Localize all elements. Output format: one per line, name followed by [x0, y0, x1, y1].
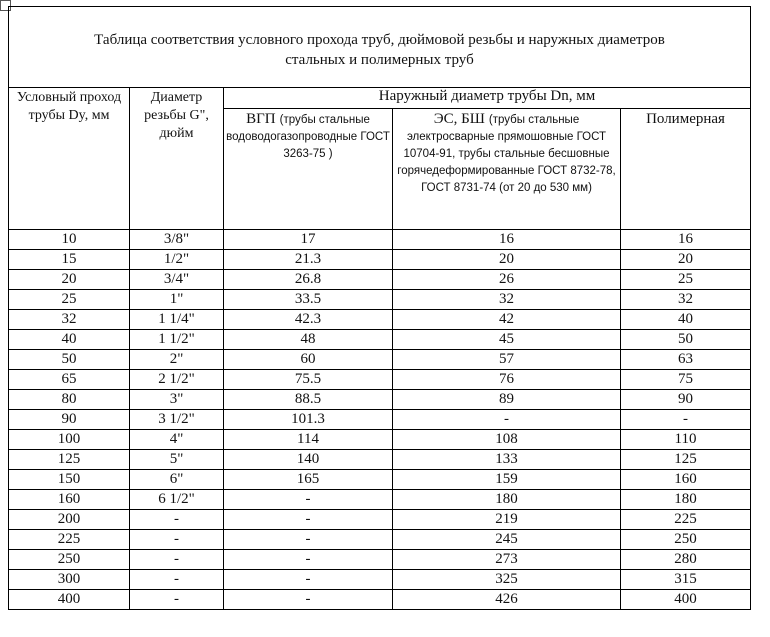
- table-row: [9, 230, 751, 250]
- cell-vgp: -: [224, 590, 393, 610]
- cell-vgp: 17: [224, 230, 393, 250]
- table-row: [9, 490, 751, 510]
- cell-vgp: -: [224, 490, 393, 510]
- cell-thread: 2 1/2": [130, 370, 224, 390]
- cell-nominal-bore: 125: [9, 450, 130, 470]
- cell-nominal-bore: 50: [9, 350, 130, 370]
- cell-nominal-bore: 25: [9, 290, 130, 310]
- cell-polymer: 25: [621, 270, 751, 290]
- table-title-line-2: стальных и полимерных труб: [285, 52, 474, 68]
- table-row: [9, 390, 751, 410]
- cell-thread: -: [130, 510, 224, 530]
- cell-thread: 1/2": [130, 250, 224, 270]
- cell-vgp: 60: [224, 350, 393, 370]
- cell-polymer: 75: [621, 370, 751, 390]
- cell-vgp: 21.3: [224, 250, 393, 270]
- cell-vgp: 26.8: [224, 270, 393, 290]
- cell-thread: 3/8": [130, 230, 224, 250]
- cell-es-bsh: 426: [393, 590, 621, 610]
- cell-polymer: -: [621, 410, 751, 430]
- cell-thread: 6": [130, 470, 224, 490]
- cell-polymer: 180: [621, 490, 751, 510]
- cell-polymer: 225: [621, 510, 751, 530]
- cell-vgp: -: [224, 510, 393, 530]
- cell-es-bsh: 20: [393, 250, 621, 270]
- cell-thread: -: [130, 590, 224, 610]
- cell-thread: 5": [130, 450, 224, 470]
- header-es-bsh: [393, 109, 621, 230]
- cell-vgp: 33.5: [224, 290, 393, 310]
- table-row: [9, 330, 751, 350]
- cell-es-bsh: 76: [393, 370, 621, 390]
- table-title-line-1: Таблица соответствия условного прохода труб, дюймовой резьбы и наружных диаметров: [94, 32, 665, 48]
- cell-nominal-bore: 250: [9, 550, 130, 570]
- table-row: [9, 510, 751, 530]
- cell-vgp: 42.3: [224, 310, 393, 330]
- header-es-note: (трубы стальные электросварные прямошовные ГОСТ 10704-91, трубы стальные бесшовные горячедеформированные ГОСТ 8732-78, ГОСТ 8731-74 (от 20 до 530 мм): [397, 114, 616, 194]
- table-row: [9, 290, 751, 310]
- cell-thread: 3": [130, 390, 224, 410]
- cell-es-bsh: 133: [393, 450, 621, 470]
- pipe-diameter-table: [8, 87, 751, 610]
- cell-polymer: 160: [621, 470, 751, 490]
- table-row: [9, 470, 751, 490]
- cell-nominal-bore: 100: [9, 430, 130, 450]
- cell-polymer: 400: [621, 590, 751, 610]
- header-polymer-title: Полимерная: [646, 111, 725, 127]
- table-row: [9, 370, 751, 390]
- cell-es-bsh: 89: [393, 390, 621, 410]
- cell-polymer: 63: [621, 350, 751, 370]
- header-vgp-note: (трубы стальные водоводогазопроводные ГОСТ 3263-75 ): [226, 114, 390, 160]
- table-row: [9, 550, 751, 570]
- cell-es-bsh: 42: [393, 310, 621, 330]
- cell-es-bsh: 219: [393, 510, 621, 530]
- cell-es-bsh: 245: [393, 530, 621, 550]
- cell-vgp: 88.5: [224, 390, 393, 410]
- cell-vgp: 101.3: [224, 410, 393, 430]
- table-row: [9, 570, 751, 590]
- header-vgp-title: ВГП: [246, 111, 276, 127]
- cell-es-bsh: 325: [393, 570, 621, 590]
- cell-es-bsh: -: [393, 410, 621, 430]
- cell-thread: -: [130, 530, 224, 550]
- cell-nominal-bore: 32: [9, 310, 130, 330]
- cell-vgp: 140: [224, 450, 393, 470]
- cell-thread: 1 1/4": [130, 310, 224, 330]
- cell-thread: 2": [130, 350, 224, 370]
- cell-thread: 4": [130, 430, 224, 450]
- cell-thread: 6 1/2": [130, 490, 224, 510]
- header-thread-diameter: Диаметр резьбы G", дюйм: [130, 88, 224, 230]
- header-vgp: [224, 109, 393, 230]
- cell-vgp: 165: [224, 470, 393, 490]
- table-row: [9, 250, 751, 270]
- cell-nominal-bore: 10: [9, 230, 130, 250]
- header-polymer: [621, 109, 751, 230]
- cell-nominal-bore: 65: [9, 370, 130, 390]
- cell-nominal-bore: 225: [9, 530, 130, 550]
- cell-nominal-bore: 90: [9, 410, 130, 430]
- cell-polymer: 110: [621, 430, 751, 450]
- cell-polymer: 50: [621, 330, 751, 350]
- cell-vgp: 48: [224, 330, 393, 350]
- cell-polymer: 32: [621, 290, 751, 310]
- cell-nominal-bore: 300: [9, 570, 130, 590]
- cell-vgp: 75.5: [224, 370, 393, 390]
- cell-nominal-bore: 160: [9, 490, 130, 510]
- cell-nominal-bore: 200: [9, 510, 130, 530]
- cell-nominal-bore: 15: [9, 250, 130, 270]
- table-row: [9, 270, 751, 290]
- cell-thread: 1": [130, 290, 224, 310]
- cell-es-bsh: 273: [393, 550, 621, 570]
- cell-nominal-bore: 80: [9, 390, 130, 410]
- cell-es-bsh: 159: [393, 470, 621, 490]
- cell-thread: -: [130, 570, 224, 590]
- cell-es-bsh: 45: [393, 330, 621, 350]
- table-row: [9, 410, 751, 430]
- cell-polymer: 90: [621, 390, 751, 410]
- cell-thread: 3/4": [130, 270, 224, 290]
- cell-nominal-bore: 150: [9, 470, 130, 490]
- cell-es-bsh: 26: [393, 270, 621, 290]
- cell-polymer: 125: [621, 450, 751, 470]
- cell-thread: 3 1/2": [130, 410, 224, 430]
- cell-es-bsh: 16: [393, 230, 621, 250]
- header-outer-diameter-group: Наружный диаметр трубы Dn, мм: [224, 88, 751, 109]
- cell-vgp: -: [224, 530, 393, 550]
- table-row: [9, 590, 751, 610]
- cell-es-bsh: 32: [393, 290, 621, 310]
- cell-polymer: 16: [621, 230, 751, 250]
- cell-thread: -: [130, 550, 224, 570]
- title-box: [8, 6, 751, 87]
- cell-polymer: 40: [621, 310, 751, 330]
- cell-vgp: 114: [224, 430, 393, 450]
- cell-es-bsh: 57: [393, 350, 621, 370]
- cell-nominal-bore: 40: [9, 330, 130, 350]
- cell-polymer: 20: [621, 250, 751, 270]
- cell-polymer: 315: [621, 570, 751, 590]
- header-es-title: ЭС, БШ: [433, 111, 485, 127]
- cell-vgp: -: [224, 550, 393, 570]
- cell-polymer: 280: [621, 550, 751, 570]
- cell-thread: 1 1/2": [130, 330, 224, 350]
- table-row: [9, 530, 751, 550]
- cell-vgp: -: [224, 570, 393, 590]
- cell-polymer: 250: [621, 530, 751, 550]
- cell-nominal-bore: 400: [9, 590, 130, 610]
- table-row: [9, 450, 751, 470]
- table-row: [9, 310, 751, 330]
- cell-es-bsh: 108: [393, 430, 621, 450]
- cell-nominal-bore: 20: [9, 270, 130, 290]
- table-row: [9, 430, 751, 450]
- header-nominal-bore: Условный проход трубы Dy, мм: [9, 88, 130, 230]
- cell-es-bsh: 180: [393, 490, 621, 510]
- table-row: [9, 350, 751, 370]
